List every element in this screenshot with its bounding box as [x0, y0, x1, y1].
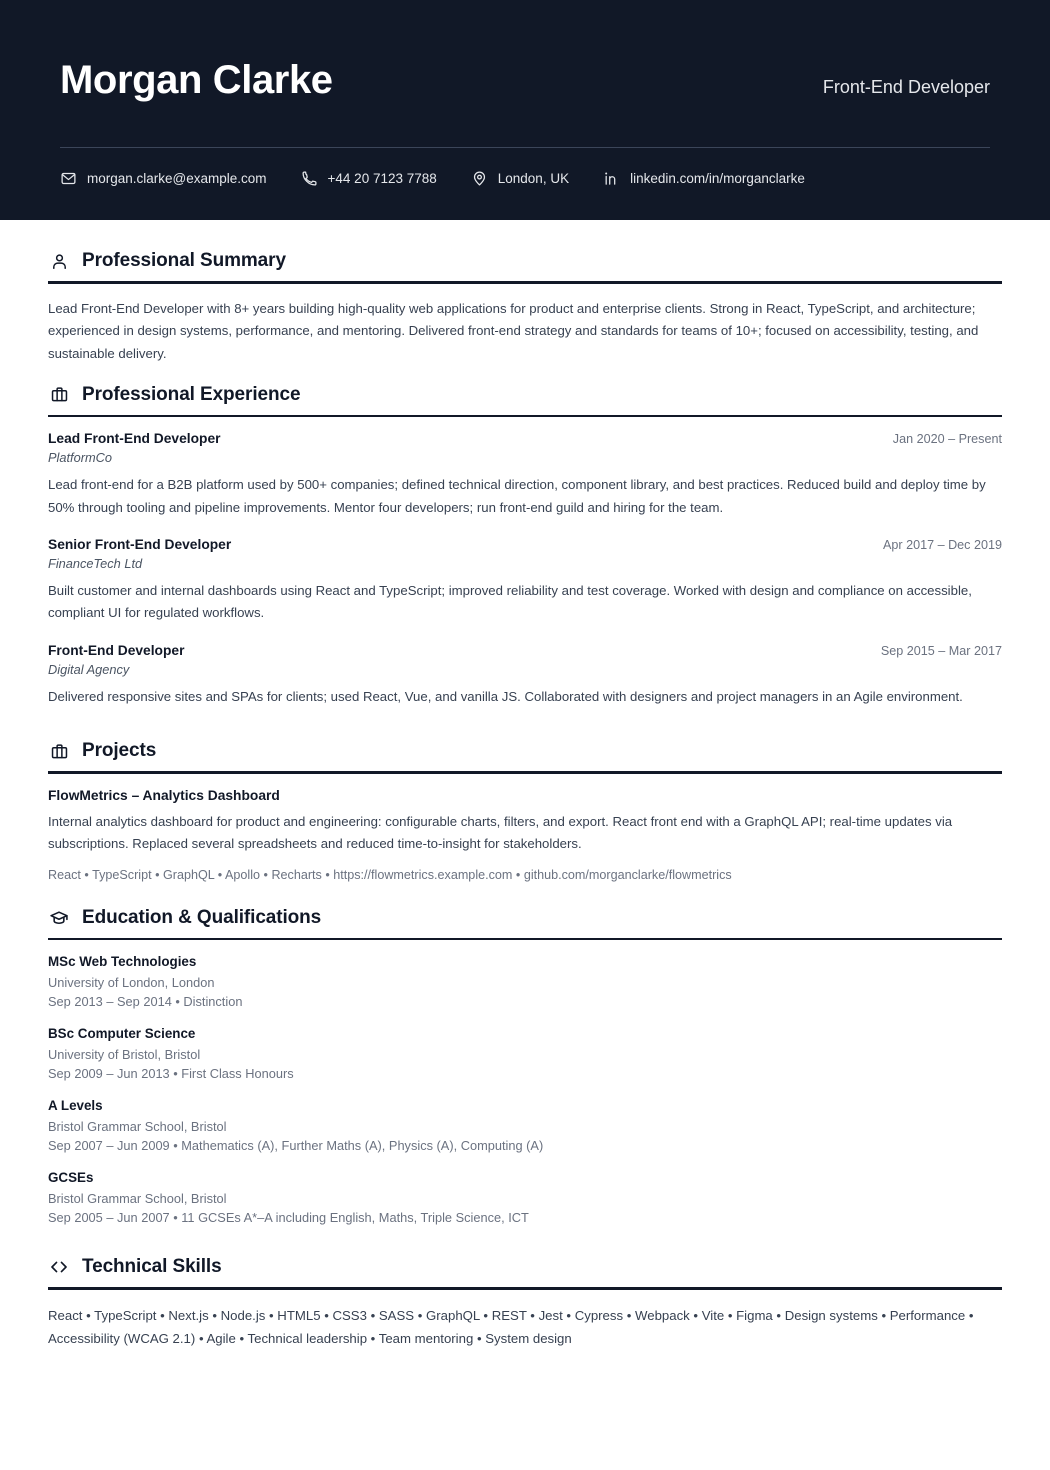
skills-list: React • TypeScript • Next.js • Node.js • HTML5 • CSS3 • SASS • GraphQL • REST • Jest • Cypress • Webpack • Vite • Figma • Design systems • Performance • Accessibility (WCAG 2.1) • Agile • Technical leadership • Team mentoring • System design — [48, 1307, 974, 1346]
experience-entry — [48, 537, 1002, 625]
contact-row — [60, 170, 990, 187]
header-divider — [60, 147, 990, 148]
education-entry — [48, 1170, 1002, 1225]
section-divider — [48, 281, 1002, 284]
briefcase-icon — [48, 740, 70, 762]
graduation-cap-icon — [48, 907, 70, 929]
contact-phone-label: +44 20 7123 7788 — [327, 171, 437, 186]
contact-item-email[interactable] — [60, 170, 267, 187]
briefcase-icon — [48, 384, 70, 406]
section-header — [48, 250, 1002, 272]
section-divider — [48, 938, 1002, 941]
experience-role: Lead Front-End Developer — [48, 431, 221, 447]
experience-role: Front-End Developer — [48, 642, 185, 658]
experience-dates: Jan 2020 – Present — [892, 432, 1002, 447]
experience-entry — [48, 643, 1002, 708]
location-pin-icon — [471, 170, 488, 187]
section-header — [48, 370, 1002, 406]
education-dates-and-result: Sep 2005 – Jun 2007 • 11 GCSEs A*–A including English, Maths, Triple Science, ICT — [48, 1210, 529, 1226]
contact-email-label: morgan.clarke@example.com — [87, 171, 267, 186]
experience-entry-header — [48, 537, 1002, 552]
section-title: Education & Qualifications — [82, 906, 322, 928]
project-name: FlowMetrics – Analytics Dashboard — [48, 787, 280, 803]
education-institution: Bristol Grammar School, Bristol — [48, 1119, 227, 1135]
experience-dates: Sep 2015 – Mar 2017 — [880, 643, 1002, 658]
experience-role: Senior Front-End Developer — [48, 536, 232, 552]
section-header — [48, 726, 1002, 762]
experience-entry — [48, 431, 1002, 519]
education-degree: GCSEs — [48, 1170, 94, 1186]
education-institution: University of London, London — [48, 975, 215, 991]
contact-location-label: London, UK — [497, 171, 570, 186]
section-title: Professional Experience — [82, 383, 301, 405]
education-entry — [48, 1098, 1002, 1153]
experience-description: Built customer and internal dashboards using React and TypeScript; improved reliability and test coverage. Worked with design and compliance on accessible, compliant UI for regulated workflows. — [48, 582, 972, 621]
linkedin-icon — [603, 170, 620, 187]
education-degree: MSc Web Technologies — [48, 954, 197, 970]
section-divider — [48, 415, 1002, 418]
contact-linkedin-label: linkedin.com/in/morganclarke — [630, 171, 805, 186]
project-entry — [48, 788, 1002, 885]
experience-entry-header — [48, 431, 1002, 446]
education-degree: BSc Computer Science — [48, 1026, 196, 1042]
section-header — [48, 1242, 1002, 1278]
contact-item-linkedin[interactable] — [603, 170, 805, 187]
summary-text: Lead Front-End Developer with 8+ years building high-quality web applications for product and enterprise clients. Strong in React, TypeScript, and architecture; experienced in design systems, performance, and mentoring. Delivered front-end strategy and standards for teams of 10+; focused on accessibility, testing, and sustainable delivery. — [48, 300, 979, 361]
section-projects — [48, 726, 1002, 885]
contact-item-location[interactable] — [471, 170, 569, 187]
code-brackets-icon — [48, 1256, 70, 1278]
project-tech-and-links: React • TypeScript • GraphQL • Apollo • Recharts • https://flowmetrics.example.com • github.com/morganclarke/flowmetrics — [48, 867, 732, 882]
project-description: Internal analytics dashboard for product and engineering: configurable charts, filters, and export. React front end with a GraphQL API; real-time updates via subscriptions. Replaced several spreadsheets and reduced time-to-insight for stakeholders. — [48, 813, 953, 852]
mail-icon — [60, 170, 77, 187]
education-entry — [48, 1026, 1002, 1081]
header-title-row — [60, 44, 990, 102]
candidate-headline: Front-End Developer — [822, 77, 990, 97]
section-header — [48, 893, 1002, 929]
education-dates-and-result: Sep 2007 – Jun 2009 • Mathematics (A), Further Maths (A), Physics (A), Computing (A) — [48, 1138, 544, 1154]
section-technical-skills — [48, 1242, 1002, 1350]
experience-entry-header — [48, 643, 1002, 658]
section-professional-summary — [48, 250, 1002, 366]
experience-description: Lead front-end for a B2B platform used by 500+ companies; defined technical direction, component library, and best practices. Reduced build and deploy time by 50% through tooling and pipeline improvements. Mentor four developers; run front-end guild and hiring for the team. — [48, 477, 986, 515]
section-title: Projects — [82, 740, 157, 762]
experience-organization: FinanceTech Ltd — [48, 555, 143, 571]
resume-header — [0, 0, 1050, 220]
education-dates-and-result: Sep 2009 – Jun 2013 • First Class Honours — [48, 1066, 294, 1082]
education-entry — [48, 954, 1002, 1009]
resume-body — [0, 220, 1050, 1470]
experience-description: Delivered responsive sites and SPAs for clients; used React, Vue, and vanilla JS. Collaborated with designers and project managers in an Agile environment. — [48, 688, 963, 704]
education-degree: A Levels — [48, 1098, 103, 1114]
candidate-name: Morgan Clarke — [60, 58, 333, 102]
section-professional-experience — [48, 370, 1002, 709]
education-institution: Bristol Grammar School, Bristol — [48, 1191, 227, 1207]
education-institution: University of Bristol, Bristol — [48, 1047, 201, 1063]
contact-item-phone[interactable] — [301, 170, 437, 187]
section-title: Professional Summary — [82, 250, 286, 271]
section-title: Technical Skills — [82, 1256, 222, 1278]
experience-dates: Apr 2017 – Dec 2019 — [882, 537, 1002, 552]
experience-organization: Digital Agency — [48, 661, 130, 677]
section-divider — [48, 1287, 1002, 1290]
phone-icon — [301, 170, 318, 187]
person-icon — [48, 250, 70, 272]
education-dates-and-result: Sep 2013 – Sep 2014 • Distinction — [48, 994, 243, 1010]
section-divider — [48, 771, 1002, 774]
experience-organization: PlatformCo — [48, 450, 113, 466]
section-education — [48, 893, 1002, 1226]
